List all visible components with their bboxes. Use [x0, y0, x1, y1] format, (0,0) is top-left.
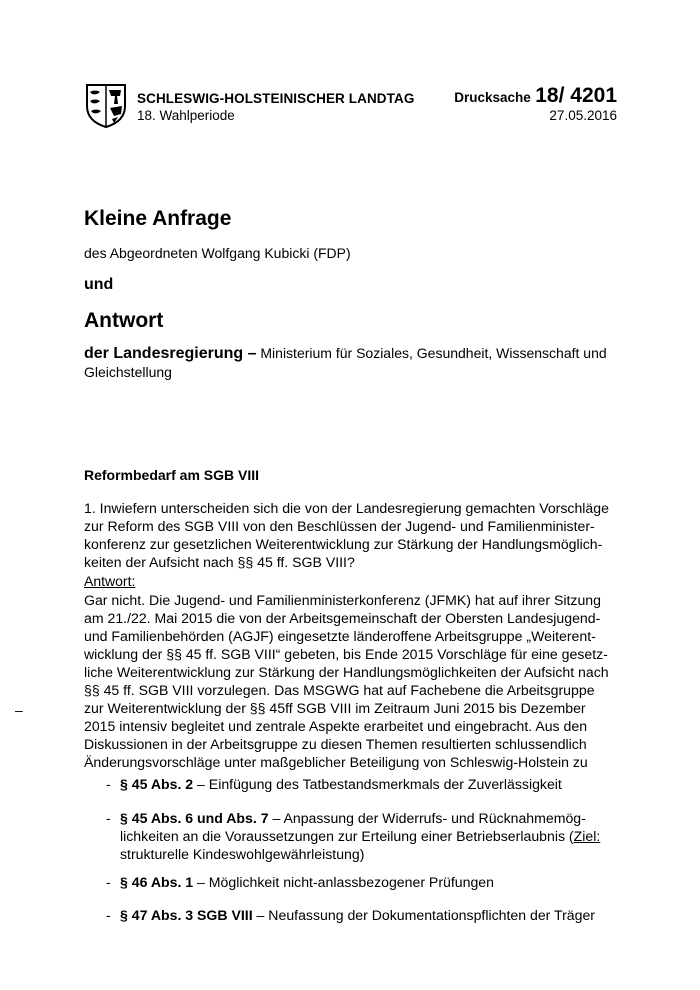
landtag-name: SCHLESWIG-HOLSTEINISCHER LANDTAG: [137, 91, 415, 106]
heading-und: und: [84, 276, 114, 293]
paragraph-ref: § 47 Abs. 3 SGB VIII: [120, 907, 253, 923]
landesregierung-line: [84, 344, 624, 381]
drucksache: [454, 84, 617, 108]
answer-line: am 21./22. Mai 2015 die von der Arbeitsgemeinschaft der Obersten Landesjugend-: [84, 610, 601, 626]
bullet-dash: -: [106, 907, 111, 923]
question-line: zur Reform des SGB VIII von den Beschlüssen der Jugend- und Familienminister-: [84, 518, 595, 534]
heading-antwort: Antwort: [84, 309, 164, 332]
answer-line: und Familienbehörden (AGJF) eingesetzte länderoffene Arbeitsgruppe „Weiterent-: [84, 628, 596, 644]
answer-line: Diskussionen in der Arbeitsgruppe zu diesen Themen resultierten schlussendlich: [84, 736, 587, 752]
margin-mark: –: [15, 702, 23, 718]
paragraph-ref: § 45 Abs. 2: [120, 776, 194, 792]
list-item-text: strukturelle Kindeswohlgewährleistung): [120, 846, 365, 862]
heading-kleine-anfrage: Kleine Anfrage: [84, 207, 232, 230]
answer-line: liche Weiterentwicklung zur Stärkung der Handlungsmöglichkeiten der Aufsicht nach: [84, 664, 609, 680]
wahlperiode: 18. Wahlperiode: [137, 108, 235, 123]
question-line: konferenz zur gesetzlichen Weiterentwicklung zur Stärkung der Handlungsmöglich-: [84, 536, 603, 552]
paragraph-ref: § 45 Abs. 6 und Abs. 7: [120, 810, 269, 826]
list-item-text: – Möglichkeit nicht-anlassbezogener Prüfungen: [193, 874, 494, 890]
question-1: [84, 499, 624, 571]
answer-label: Antwort:: [84, 573, 136, 589]
question-line: 1. Inwiefern unterscheiden sich die von der Landesregierung gemachten Vorschläge: [84, 500, 609, 516]
landesregierung-label: der Landesregierung –: [84, 345, 257, 362]
list-item-text: – Anpassung der Widerrufs- und Rücknahmemög-: [268, 810, 586, 826]
bullet-dash: -: [106, 810, 111, 826]
answer-line: Änderungsvorschläge unter maßgeblicher Beteiligung von Schleswig-Holstein zu: [84, 754, 588, 770]
answer-text: [84, 591, 624, 771]
author-line: des Abgeordneten Wolfgang Kubicki (FDP): [84, 245, 351, 261]
answer-line: zur Weiterentwicklung der §§ 45ff SGB VIII im Zeitraum Juni 2015 bis Dezember: [84, 700, 586, 716]
subject-heading: Reformbedarf am SGB VIII: [84, 467, 260, 483]
list-item-text: – Einfügung des Tatbestandsmerkmals der Zuverlässigkeit: [193, 776, 562, 792]
question-line: keiten der Aufsicht nach §§ 45 ff. SGB VIII?: [84, 554, 355, 570]
bullet-dash: -: [106, 874, 111, 890]
ministerium-name: Ministerium für Soziales, Gesundheit, Wissenschaft und Gleichstellung: [84, 345, 607, 380]
answer-line: Gar nicht. Die Jugend- und Familienministerkonferenz (JFMK) hat auf ihrer Sitzung: [84, 592, 601, 608]
list-item-text: – Neufassung der Dokumentationspflichten der Träger: [252, 907, 595, 923]
drucksache-number: 18/ 4201: [535, 84, 617, 107]
paragraph-ref: § 46 Abs. 1: [120, 874, 194, 890]
answer-line: §§ 45 ff. SGB VIII vorzulegen. Das MSGWG hat auf Fachebene die Arbeitsgruppe: [84, 682, 595, 698]
document-date: 27.05.2016: [549, 108, 617, 123]
answer-line: wicklung der §§ 45 ff. SGB VIII“ gebeten, bis Ende 2015 Vorschläge für eine gesetz-: [84, 646, 608, 662]
bullet-dash: -: [106, 776, 111, 792]
drucksache-label: Drucksache: [454, 90, 531, 105]
ziel-label: Ziel:: [573, 828, 601, 844]
answer-line: 2015 intensiv begleitet und zentrale Aspekte erarbeitet und eingebracht. Aus den: [84, 718, 588, 734]
list-item-text: lichkeiten an die Voraussetzungen zur Erteilung einer Betriebserlaubnis (: [120, 828, 574, 844]
landtag-crest-icon: [84, 82, 128, 128]
